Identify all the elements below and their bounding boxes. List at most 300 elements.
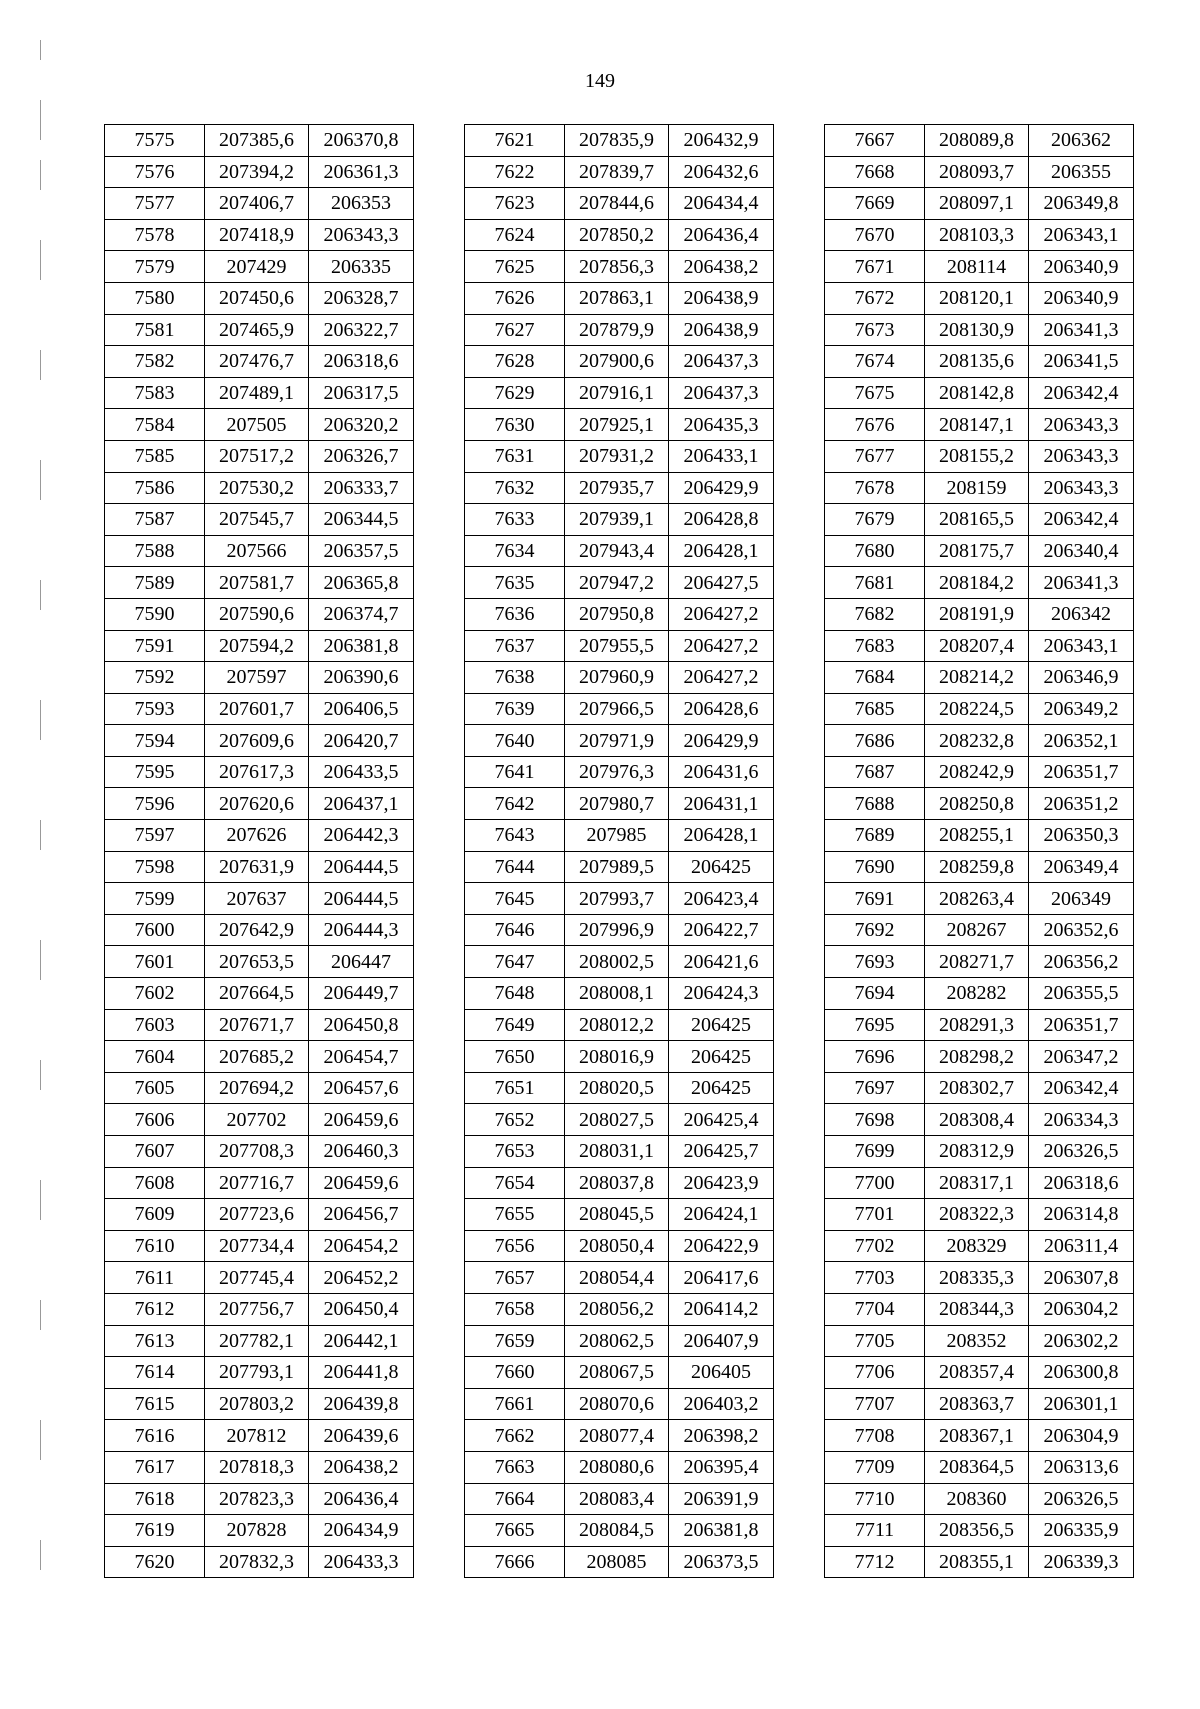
y-coordinate-cell: 206395,4 bbox=[669, 1451, 774, 1483]
x-coordinate-cell: 207626 bbox=[205, 820, 309, 852]
x-coordinate-cell: 208147,1 bbox=[925, 409, 1029, 441]
x-coordinate-cell: 208357,4 bbox=[925, 1357, 1029, 1389]
table-row bbox=[465, 219, 774, 251]
point-number-cell: 7664 bbox=[465, 1483, 565, 1515]
x-coordinate-cell: 208067,5 bbox=[565, 1357, 669, 1389]
point-number-cell: 7618 bbox=[105, 1483, 205, 1515]
point-number-cell: 7709 bbox=[825, 1451, 925, 1483]
x-coordinate-cell: 207971,9 bbox=[565, 725, 669, 757]
x-coordinate-cell: 208367,1 bbox=[925, 1420, 1029, 1452]
y-coordinate-cell: 206431,6 bbox=[669, 756, 774, 788]
y-coordinate-cell: 206318,6 bbox=[1029, 1167, 1134, 1199]
y-coordinate-cell: 206313,6 bbox=[1029, 1451, 1134, 1483]
y-coordinate-cell: 206454,7 bbox=[309, 1041, 414, 1073]
x-coordinate-cell: 207716,7 bbox=[205, 1167, 309, 1199]
point-number-cell: 7625 bbox=[465, 251, 565, 283]
x-coordinate-cell: 208308,4 bbox=[925, 1104, 1029, 1136]
point-number-cell: 7675 bbox=[825, 377, 925, 409]
table-row bbox=[825, 914, 1134, 946]
y-coordinate-cell: 206304,9 bbox=[1029, 1420, 1134, 1452]
x-coordinate-cell: 207429 bbox=[205, 251, 309, 283]
x-coordinate-cell: 208263,4 bbox=[925, 883, 1029, 915]
x-coordinate-cell: 208352 bbox=[925, 1325, 1029, 1357]
x-coordinate-cell: 207828 bbox=[205, 1515, 309, 1547]
point-number-cell: 7662 bbox=[465, 1420, 565, 1452]
x-coordinate-cell: 208084,5 bbox=[565, 1515, 669, 1547]
table-row bbox=[825, 377, 1134, 409]
table-row bbox=[105, 630, 414, 662]
x-coordinate-cell: 208355,1 bbox=[925, 1546, 1029, 1578]
point-number-cell: 7674 bbox=[825, 346, 925, 378]
table-row bbox=[105, 978, 414, 1010]
y-coordinate-cell: 206425,7 bbox=[669, 1136, 774, 1168]
y-coordinate-cell: 206427,2 bbox=[669, 598, 774, 630]
point-number-cell: 7703 bbox=[825, 1262, 925, 1294]
table-row bbox=[825, 156, 1134, 188]
table-row bbox=[105, 1167, 414, 1199]
table-row bbox=[465, 440, 774, 472]
y-coordinate-cell: 206343,3 bbox=[1029, 440, 1134, 472]
table-row bbox=[105, 472, 414, 504]
table-row bbox=[465, 1546, 774, 1578]
x-coordinate-cell: 207450,6 bbox=[205, 282, 309, 314]
point-number-cell: 7620 bbox=[105, 1546, 205, 1578]
table-row bbox=[825, 1009, 1134, 1041]
point-number-cell: 7575 bbox=[105, 125, 205, 157]
table-row bbox=[465, 1167, 774, 1199]
table-row bbox=[825, 1483, 1134, 1515]
point-number-cell: 7577 bbox=[105, 188, 205, 220]
table-row bbox=[105, 1293, 414, 1325]
y-coordinate-cell: 206428,8 bbox=[669, 504, 774, 536]
point-number-cell: 7667 bbox=[825, 125, 925, 157]
table-row bbox=[825, 1199, 1134, 1231]
table-row bbox=[825, 409, 1134, 441]
table-row bbox=[105, 1420, 414, 1452]
table-row bbox=[105, 946, 414, 978]
table-row bbox=[825, 188, 1134, 220]
point-number-cell: 7706 bbox=[825, 1357, 925, 1389]
point-number-cell: 7701 bbox=[825, 1199, 925, 1231]
y-coordinate-cell: 206424,1 bbox=[669, 1199, 774, 1231]
point-number-cell: 7592 bbox=[105, 662, 205, 694]
table-row bbox=[825, 1230, 1134, 1262]
x-coordinate-cell: 208363,7 bbox=[925, 1388, 1029, 1420]
y-coordinate-cell: 206351,7 bbox=[1029, 756, 1134, 788]
x-coordinate-cell: 208312,9 bbox=[925, 1136, 1029, 1168]
coordinate-table-2 bbox=[464, 124, 774, 1578]
y-coordinate-cell: 206436,4 bbox=[309, 1483, 414, 1515]
table-row bbox=[105, 567, 414, 599]
point-number-cell: 7579 bbox=[105, 251, 205, 283]
x-coordinate-cell: 208335,3 bbox=[925, 1262, 1029, 1294]
table-row bbox=[105, 314, 414, 346]
y-coordinate-cell: 206344,5 bbox=[309, 504, 414, 536]
y-coordinate-cell: 206425,4 bbox=[669, 1104, 774, 1136]
table-row bbox=[105, 409, 414, 441]
point-number-cell: 7635 bbox=[465, 567, 565, 599]
x-coordinate-cell: 207879,9 bbox=[565, 314, 669, 346]
x-coordinate-cell: 207609,6 bbox=[205, 725, 309, 757]
table-row bbox=[465, 630, 774, 662]
point-number-cell: 7605 bbox=[105, 1072, 205, 1104]
x-coordinate-cell: 207835,9 bbox=[565, 125, 669, 157]
table-row bbox=[465, 188, 774, 220]
point-number-cell: 7628 bbox=[465, 346, 565, 378]
y-coordinate-cell: 206343,3 bbox=[309, 219, 414, 251]
y-coordinate-cell: 206433,3 bbox=[309, 1546, 414, 1578]
point-number-cell: 7637 bbox=[465, 630, 565, 662]
x-coordinate-cell: 207631,9 bbox=[205, 851, 309, 883]
x-coordinate-cell: 208002,5 bbox=[565, 946, 669, 978]
point-number-cell: 7632 bbox=[465, 472, 565, 504]
table-row bbox=[105, 440, 414, 472]
table-row bbox=[105, 1230, 414, 1262]
x-coordinate-cell: 208356,5 bbox=[925, 1515, 1029, 1547]
table-row bbox=[105, 377, 414, 409]
point-number-cell: 7630 bbox=[465, 409, 565, 441]
x-coordinate-cell: 208322,3 bbox=[925, 1199, 1029, 1231]
table-row bbox=[825, 756, 1134, 788]
y-coordinate-cell: 206422,7 bbox=[669, 914, 774, 946]
x-coordinate-cell: 207745,4 bbox=[205, 1262, 309, 1294]
y-coordinate-cell: 206318,6 bbox=[309, 346, 414, 378]
y-coordinate-cell: 206311,4 bbox=[1029, 1230, 1134, 1262]
point-number-cell: 7609 bbox=[105, 1199, 205, 1231]
point-number-cell: 7665 bbox=[465, 1515, 565, 1547]
x-coordinate-cell: 207960,9 bbox=[565, 662, 669, 694]
y-coordinate-cell: 206334,3 bbox=[1029, 1104, 1134, 1136]
x-coordinate-cell: 207931,2 bbox=[565, 440, 669, 472]
table-row bbox=[465, 1041, 774, 1073]
point-number-cell: 7607 bbox=[105, 1136, 205, 1168]
table-row bbox=[105, 251, 414, 283]
x-coordinate-cell: 208298,2 bbox=[925, 1041, 1029, 1073]
table-row bbox=[465, 504, 774, 536]
table-row bbox=[825, 282, 1134, 314]
table-row bbox=[465, 1515, 774, 1547]
y-coordinate-cell: 206421,6 bbox=[669, 946, 774, 978]
x-coordinate-cell: 208344,3 bbox=[925, 1293, 1029, 1325]
y-coordinate-cell: 206450,8 bbox=[309, 1009, 414, 1041]
x-coordinate-cell: 208302,7 bbox=[925, 1072, 1029, 1104]
y-coordinate-cell: 206428,6 bbox=[669, 693, 774, 725]
point-number-cell: 7687 bbox=[825, 756, 925, 788]
table-row bbox=[105, 346, 414, 378]
point-number-cell: 7677 bbox=[825, 440, 925, 472]
y-coordinate-cell: 206427,5 bbox=[669, 567, 774, 599]
table-row bbox=[105, 1072, 414, 1104]
y-coordinate-cell: 206343,3 bbox=[1029, 409, 1134, 441]
y-coordinate-cell: 206417,6 bbox=[669, 1262, 774, 1294]
table-row bbox=[105, 535, 414, 567]
table-row bbox=[105, 725, 414, 757]
x-coordinate-cell: 208191,9 bbox=[925, 598, 1029, 630]
y-coordinate-cell: 206353 bbox=[309, 188, 414, 220]
x-coordinate-cell: 208224,5 bbox=[925, 693, 1029, 725]
point-number-cell: 7606 bbox=[105, 1104, 205, 1136]
y-coordinate-cell: 206351,2 bbox=[1029, 788, 1134, 820]
table-row bbox=[825, 1262, 1134, 1294]
y-coordinate-cell: 206333,7 bbox=[309, 472, 414, 504]
table-row bbox=[825, 1072, 1134, 1104]
y-coordinate-cell: 206355,5 bbox=[1029, 978, 1134, 1010]
point-number-cell: 7601 bbox=[105, 946, 205, 978]
coordinate-table-1 bbox=[104, 124, 414, 1578]
y-coordinate-cell: 206427,2 bbox=[669, 662, 774, 694]
y-coordinate-cell: 206304,2 bbox=[1029, 1293, 1134, 1325]
y-coordinate-cell: 206326,7 bbox=[309, 440, 414, 472]
y-coordinate-cell: 206427,2 bbox=[669, 630, 774, 662]
table-row bbox=[465, 598, 774, 630]
table-row bbox=[825, 630, 1134, 662]
table-row bbox=[825, 1546, 1134, 1578]
x-coordinate-cell: 208259,8 bbox=[925, 851, 1029, 883]
y-coordinate-cell: 206341,3 bbox=[1029, 314, 1134, 346]
table-row bbox=[465, 409, 774, 441]
point-number-cell: 7593 bbox=[105, 693, 205, 725]
table-row bbox=[465, 1262, 774, 1294]
y-coordinate-cell: 206341,3 bbox=[1029, 567, 1134, 599]
x-coordinate-cell: 208207,4 bbox=[925, 630, 1029, 662]
table-row bbox=[105, 1451, 414, 1483]
table-row bbox=[825, 883, 1134, 915]
table-row bbox=[105, 1388, 414, 1420]
table-row bbox=[825, 1041, 1134, 1073]
point-number-cell: 7617 bbox=[105, 1451, 205, 1483]
table-row bbox=[465, 756, 774, 788]
y-coordinate-cell: 206391,9 bbox=[669, 1483, 774, 1515]
point-number-cell: 7582 bbox=[105, 346, 205, 378]
x-coordinate-cell: 208232,8 bbox=[925, 725, 1029, 757]
table-row bbox=[105, 1199, 414, 1231]
table-row bbox=[825, 346, 1134, 378]
y-coordinate-cell: 206342 bbox=[1029, 598, 1134, 630]
y-coordinate-cell: 206320,2 bbox=[309, 409, 414, 441]
point-number-cell: 7680 bbox=[825, 535, 925, 567]
table-row bbox=[105, 504, 414, 536]
page-number: 149 bbox=[585, 70, 615, 92]
point-number-cell: 7610 bbox=[105, 1230, 205, 1262]
x-coordinate-cell: 207782,1 bbox=[205, 1325, 309, 1357]
table-row bbox=[465, 314, 774, 346]
x-coordinate-cell: 208155,2 bbox=[925, 440, 1029, 472]
point-number-cell: 7581 bbox=[105, 314, 205, 346]
table-row bbox=[465, 535, 774, 567]
x-coordinate-cell: 208027,5 bbox=[565, 1104, 669, 1136]
x-coordinate-cell: 207935,7 bbox=[565, 472, 669, 504]
x-coordinate-cell: 207803,2 bbox=[205, 1388, 309, 1420]
table-row bbox=[825, 535, 1134, 567]
table-row bbox=[465, 125, 774, 157]
point-number-cell: 7613 bbox=[105, 1325, 205, 1357]
point-number-cell: 7660 bbox=[465, 1357, 565, 1389]
table-row bbox=[105, 756, 414, 788]
table-row bbox=[105, 598, 414, 630]
point-number-cell: 7644 bbox=[465, 851, 565, 883]
table-row bbox=[825, 1167, 1134, 1199]
point-number-cell: 7588 bbox=[105, 535, 205, 567]
y-coordinate-cell: 206374,7 bbox=[309, 598, 414, 630]
y-coordinate-cell: 206457,6 bbox=[309, 1072, 414, 1104]
point-number-cell: 7654 bbox=[465, 1167, 565, 1199]
y-coordinate-cell: 206444,3 bbox=[309, 914, 414, 946]
table-row bbox=[465, 1136, 774, 1168]
y-coordinate-cell: 206454,2 bbox=[309, 1230, 414, 1262]
point-number-cell: 7705 bbox=[825, 1325, 925, 1357]
table-row bbox=[105, 282, 414, 314]
x-coordinate-cell: 208020,5 bbox=[565, 1072, 669, 1104]
y-coordinate-cell: 206355 bbox=[1029, 156, 1134, 188]
x-coordinate-cell: 208012,2 bbox=[565, 1009, 669, 1041]
table-row bbox=[465, 1325, 774, 1357]
x-coordinate-cell: 207517,2 bbox=[205, 440, 309, 472]
table-row bbox=[105, 1136, 414, 1168]
y-coordinate-cell: 206447 bbox=[309, 946, 414, 978]
point-number-cell: 7602 bbox=[105, 978, 205, 1010]
point-number-cell: 7702 bbox=[825, 1230, 925, 1262]
x-coordinate-cell: 207702 bbox=[205, 1104, 309, 1136]
point-number-cell: 7585 bbox=[105, 440, 205, 472]
table-row bbox=[825, 1104, 1134, 1136]
table-row bbox=[105, 1357, 414, 1389]
point-number-cell: 7676 bbox=[825, 409, 925, 441]
x-coordinate-cell: 208184,2 bbox=[925, 567, 1029, 599]
x-coordinate-cell: 208056,2 bbox=[565, 1293, 669, 1325]
point-number-cell: 7624 bbox=[465, 219, 565, 251]
point-number-cell: 7697 bbox=[825, 1072, 925, 1104]
y-coordinate-cell: 206429,9 bbox=[669, 472, 774, 504]
table-row bbox=[825, 1451, 1134, 1483]
y-coordinate-cell: 206352,1 bbox=[1029, 725, 1134, 757]
x-coordinate-cell: 208175,7 bbox=[925, 535, 1029, 567]
table-row bbox=[825, 314, 1134, 346]
x-coordinate-cell: 208085 bbox=[565, 1546, 669, 1578]
x-coordinate-cell: 207793,1 bbox=[205, 1357, 309, 1389]
point-number-cell: 7682 bbox=[825, 598, 925, 630]
point-number-cell: 7693 bbox=[825, 946, 925, 978]
x-coordinate-cell: 207925,1 bbox=[565, 409, 669, 441]
x-coordinate-cell: 207996,9 bbox=[565, 914, 669, 946]
y-coordinate-cell: 206381,8 bbox=[669, 1515, 774, 1547]
point-number-cell: 7678 bbox=[825, 472, 925, 504]
x-coordinate-cell: 207489,1 bbox=[205, 377, 309, 409]
y-coordinate-cell: 206459,6 bbox=[309, 1167, 414, 1199]
point-number-cell: 7666 bbox=[465, 1546, 565, 1578]
point-number-cell: 7600 bbox=[105, 914, 205, 946]
y-coordinate-cell: 206432,6 bbox=[669, 156, 774, 188]
x-coordinate-cell: 207594,2 bbox=[205, 630, 309, 662]
y-coordinate-cell: 206317,5 bbox=[309, 377, 414, 409]
y-coordinate-cell: 206370,8 bbox=[309, 125, 414, 157]
x-coordinate-cell: 208317,1 bbox=[925, 1167, 1029, 1199]
x-coordinate-cell: 207839,7 bbox=[565, 156, 669, 188]
y-coordinate-cell: 206428,1 bbox=[669, 535, 774, 567]
y-coordinate-cell: 206340,9 bbox=[1029, 251, 1134, 283]
point-number-cell: 7673 bbox=[825, 314, 925, 346]
point-number-cell: 7599 bbox=[105, 883, 205, 915]
y-coordinate-cell: 206346,9 bbox=[1029, 662, 1134, 694]
point-number-cell: 7640 bbox=[465, 725, 565, 757]
x-coordinate-cell: 208267 bbox=[925, 914, 1029, 946]
point-number-cell: 7669 bbox=[825, 188, 925, 220]
table-row bbox=[465, 1293, 774, 1325]
x-coordinate-cell: 207723,6 bbox=[205, 1199, 309, 1231]
x-coordinate-cell: 208031,1 bbox=[565, 1136, 669, 1168]
table-row bbox=[105, 820, 414, 852]
x-coordinate-cell: 208130,9 bbox=[925, 314, 1029, 346]
y-coordinate-cell: 206437,3 bbox=[669, 346, 774, 378]
point-number-cell: 7642 bbox=[465, 788, 565, 820]
point-number-cell: 7622 bbox=[465, 156, 565, 188]
y-coordinate-cell: 206328,7 bbox=[309, 282, 414, 314]
point-number-cell: 7627 bbox=[465, 314, 565, 346]
table-row bbox=[105, 1325, 414, 1357]
point-number-cell: 7646 bbox=[465, 914, 565, 946]
x-coordinate-cell: 208054,4 bbox=[565, 1262, 669, 1294]
point-number-cell: 7684 bbox=[825, 662, 925, 694]
x-coordinate-cell: 208045,5 bbox=[565, 1199, 669, 1231]
y-coordinate-cell: 206425 bbox=[669, 1009, 774, 1041]
point-number-cell: 7685 bbox=[825, 693, 925, 725]
table-row bbox=[825, 1136, 1134, 1168]
point-number-cell: 7615 bbox=[105, 1388, 205, 1420]
y-coordinate-cell: 206362 bbox=[1029, 125, 1134, 157]
x-coordinate-cell: 208089,8 bbox=[925, 125, 1029, 157]
point-number-cell: 7681 bbox=[825, 567, 925, 599]
x-coordinate-cell: 208255,1 bbox=[925, 820, 1029, 852]
point-number-cell: 7651 bbox=[465, 1072, 565, 1104]
point-number-cell: 7699 bbox=[825, 1136, 925, 1168]
y-coordinate-cell: 206407,9 bbox=[669, 1325, 774, 1357]
table-row bbox=[105, 1041, 414, 1073]
x-coordinate-cell: 207664,5 bbox=[205, 978, 309, 1010]
table-row bbox=[465, 978, 774, 1010]
point-number-cell: 7671 bbox=[825, 251, 925, 283]
point-number-cell: 7626 bbox=[465, 282, 565, 314]
x-coordinate-cell: 207989,5 bbox=[565, 851, 669, 883]
table-row bbox=[825, 693, 1134, 725]
y-coordinate-cell: 206343,3 bbox=[1029, 472, 1134, 504]
y-coordinate-cell: 206357,5 bbox=[309, 535, 414, 567]
point-number-cell: 7653 bbox=[465, 1136, 565, 1168]
table-row bbox=[105, 125, 414, 157]
y-coordinate-cell: 206326,5 bbox=[1029, 1136, 1134, 1168]
table-row bbox=[465, 725, 774, 757]
y-coordinate-cell: 206301,1 bbox=[1029, 1388, 1134, 1420]
y-coordinate-cell: 206444,5 bbox=[309, 883, 414, 915]
point-number-cell: 7614 bbox=[105, 1357, 205, 1389]
point-number-cell: 7578 bbox=[105, 219, 205, 251]
y-coordinate-cell: 206438,2 bbox=[309, 1451, 414, 1483]
x-coordinate-cell: 207617,3 bbox=[205, 756, 309, 788]
table-row bbox=[465, 472, 774, 504]
x-coordinate-cell: 207980,7 bbox=[565, 788, 669, 820]
y-coordinate-cell: 206439,6 bbox=[309, 1420, 414, 1452]
point-number-cell: 7700 bbox=[825, 1167, 925, 1199]
point-number-cell: 7688 bbox=[825, 788, 925, 820]
x-coordinate-cell: 208135,6 bbox=[925, 346, 1029, 378]
x-coordinate-cell: 207832,3 bbox=[205, 1546, 309, 1578]
table-row bbox=[825, 1420, 1134, 1452]
point-number-cell: 7708 bbox=[825, 1420, 925, 1452]
y-coordinate-cell: 206442,1 bbox=[309, 1325, 414, 1357]
y-coordinate-cell: 206444,5 bbox=[309, 851, 414, 883]
point-number-cell: 7594 bbox=[105, 725, 205, 757]
x-coordinate-cell: 208120,1 bbox=[925, 282, 1029, 314]
point-number-cell: 7595 bbox=[105, 756, 205, 788]
x-coordinate-cell: 208360 bbox=[925, 1483, 1029, 1515]
